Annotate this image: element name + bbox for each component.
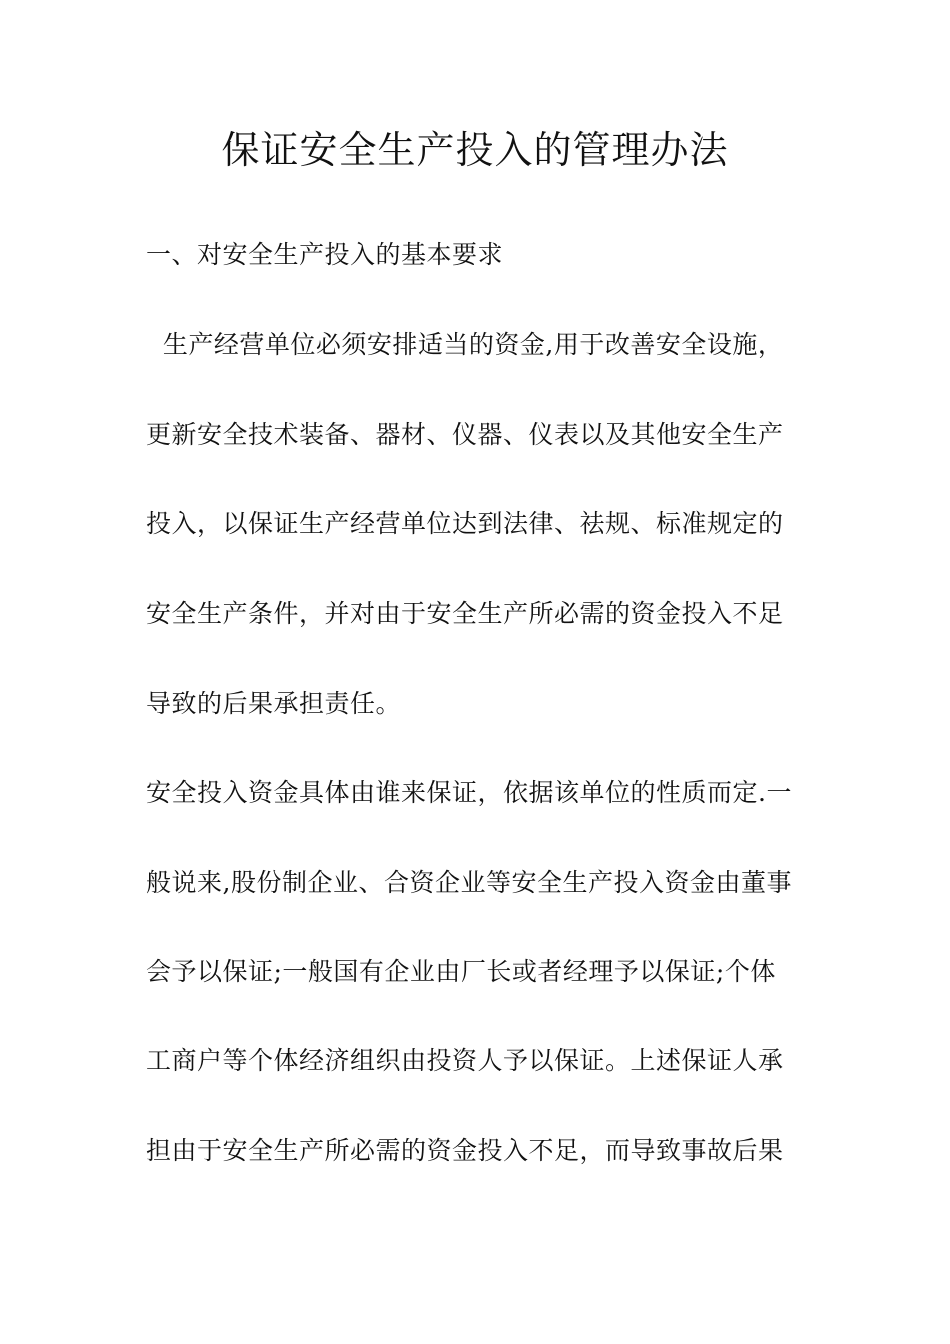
section-heading: 一、对安全生产投入的基本要求 — [146, 240, 504, 269]
body-line-4: 安全生产条件，并对由于安全生产所必需的资金投入不足 — [146, 599, 784, 628]
body-line-2: 更新安全技术装备、器材、仪器、仪表以及其他安全生产 — [146, 420, 784, 449]
body-line-6: 安全投入资金具体由谁来保证，依据该单位的性质而定.一 — [146, 778, 792, 807]
body-line-3: 投入，以保证生产经营单位达到法律、祛规、标准规定的 — [146, 509, 784, 538]
body-line-7: 般说来,股份制企业、合资企业等安全生产投入资金由董事 — [146, 868, 792, 897]
document-title: 保证安全生产投入的管理办法 — [221, 128, 729, 172]
body-line-5: 导致的后果承担责任。 — [146, 689, 402, 718]
body-line-10: 担由于安全生产所必需的资金投入不足，而导致事故后果 — [146, 1136, 784, 1165]
body-line-8: 会予以保证;一般国有企业由厂长或者经理予以保证;个体 — [146, 957, 776, 986]
body-line-9: 工商户等个体经济组织由投资人予以保证。上述保证人承 — [146, 1046, 784, 1075]
body-line-1: 生产经营单位必须安排适当的资金,用于改善安全设施， — [146, 330, 784, 359]
